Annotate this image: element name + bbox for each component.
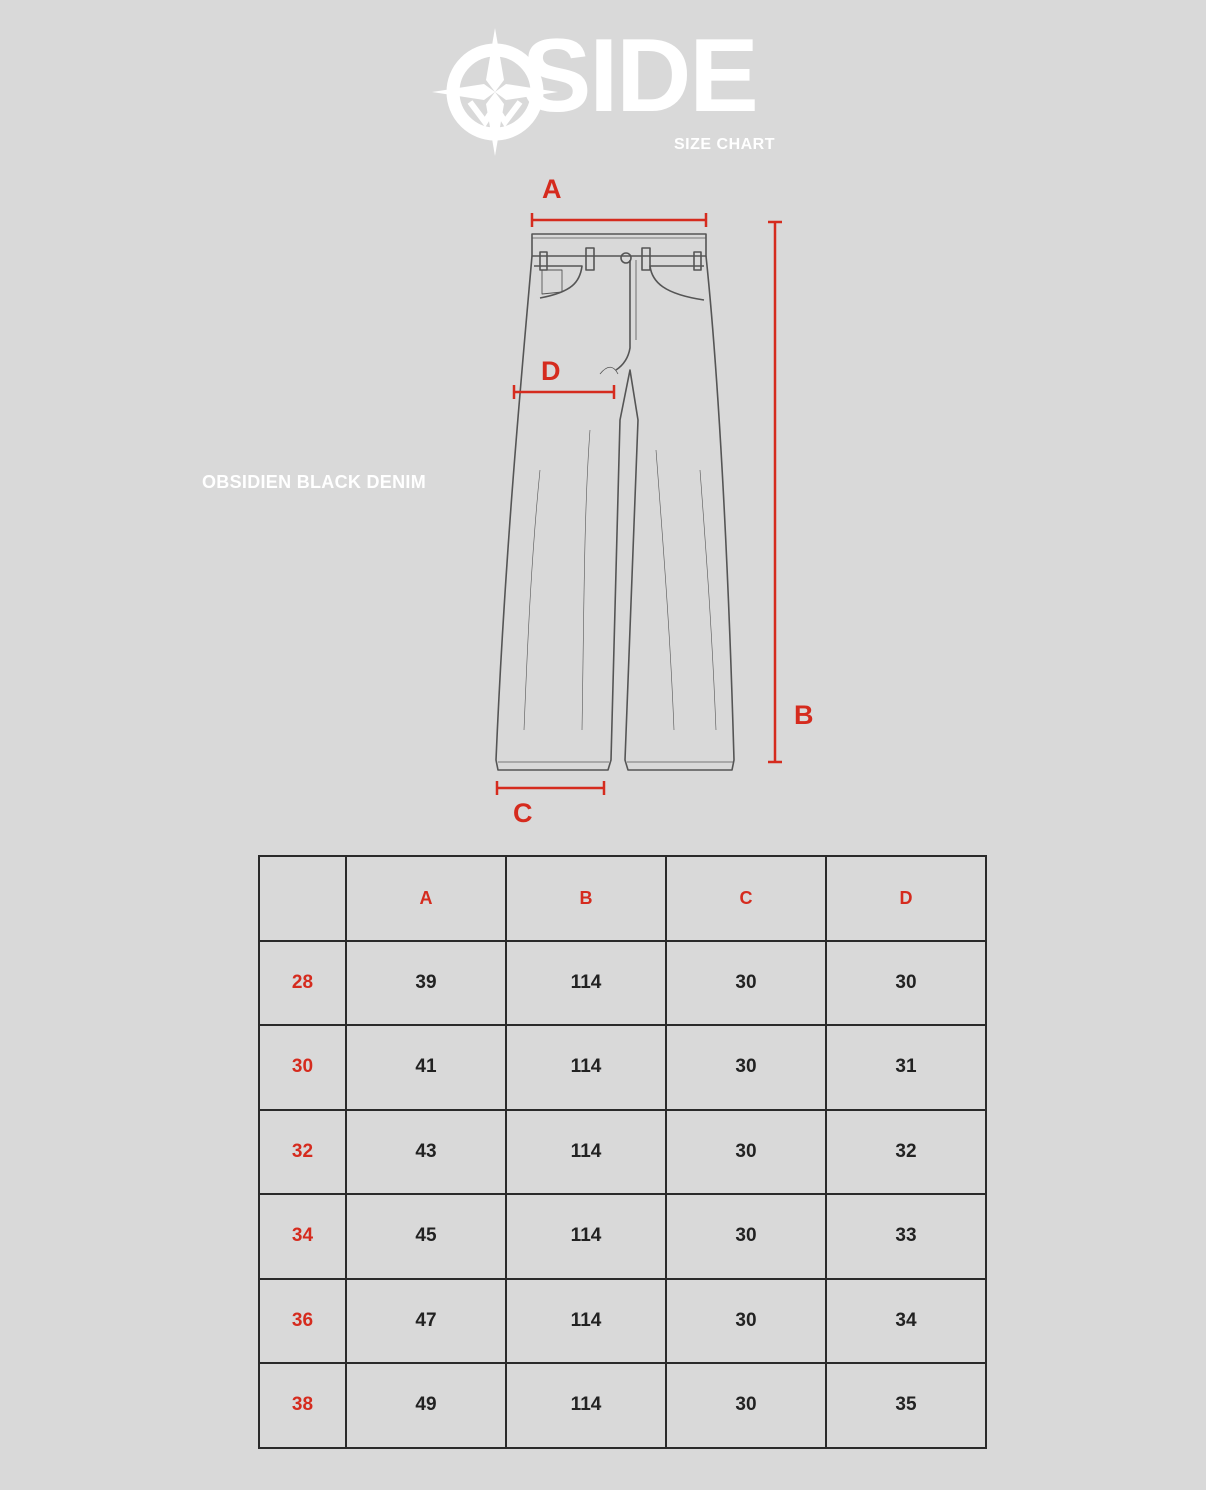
- dimension-label-b: B: [794, 700, 814, 730]
- size-cell: 38: [259, 1363, 346, 1448]
- product-name: OBSIDIEN BLACK DENIM: [202, 472, 427, 492]
- pants-illustration: [480, 170, 840, 840]
- dimension-label-a: A: [542, 174, 562, 204]
- brand-logo: [430, 18, 800, 162]
- value-cell: 35: [826, 1363, 986, 1448]
- value-cell: 114: [506, 1363, 666, 1448]
- value-cell: 114: [506, 1025, 666, 1110]
- value-cell: 45: [346, 1194, 506, 1279]
- value-cell: 41: [346, 1025, 506, 1110]
- size-cell: 34: [259, 1194, 346, 1279]
- value-cell: 114: [506, 1194, 666, 1279]
- size-cell: 30: [259, 1025, 346, 1110]
- value-cell: 47: [346, 1279, 506, 1364]
- value-cell: 114: [506, 1110, 666, 1195]
- pants-diagram: [480, 170, 840, 840]
- value-cell: 39: [346, 941, 506, 1026]
- header-cell: B: [506, 856, 666, 941]
- value-cell: 33: [826, 1194, 986, 1279]
- table-row: [259, 1025, 986, 1110]
- value-cell: 30: [666, 1110, 826, 1195]
- header-cell: D: [826, 856, 986, 941]
- size-cell: 36: [259, 1279, 346, 1364]
- value-cell: 30: [666, 1025, 826, 1110]
- value-cell: 43: [346, 1110, 506, 1195]
- value-cell: 114: [506, 1279, 666, 1364]
- table-header-row: [259, 856, 986, 941]
- table-row: [259, 1194, 986, 1279]
- table-row: [259, 1110, 986, 1195]
- dimension-label-c: C: [513, 798, 533, 828]
- header-cell: [259, 856, 346, 941]
- value-cell: 30: [826, 941, 986, 1026]
- size-chart-table: [258, 855, 987, 1449]
- value-cell: 114: [506, 941, 666, 1026]
- table-row: [259, 1363, 986, 1448]
- size-cell: 28: [259, 941, 346, 1026]
- size-cell: 32: [259, 1110, 346, 1195]
- table-row: [259, 1279, 986, 1364]
- value-cell: 32: [826, 1110, 986, 1195]
- brand-name: SIDE: [522, 18, 757, 134]
- value-cell: 30: [666, 1279, 826, 1364]
- dimension-label-d: D: [541, 356, 561, 386]
- value-cell: 30: [666, 941, 826, 1026]
- value-cell: 30: [666, 1363, 826, 1448]
- header-cell: A: [346, 856, 506, 941]
- value-cell: 49: [346, 1363, 506, 1448]
- value-cell: 34: [826, 1279, 986, 1364]
- value-cell: 30: [666, 1194, 826, 1279]
- brand-subtitle: SIZE CHART: [674, 136, 775, 153]
- header-cell: C: [666, 856, 826, 941]
- value-cell: 31: [826, 1025, 986, 1110]
- table-row: [259, 941, 986, 1026]
